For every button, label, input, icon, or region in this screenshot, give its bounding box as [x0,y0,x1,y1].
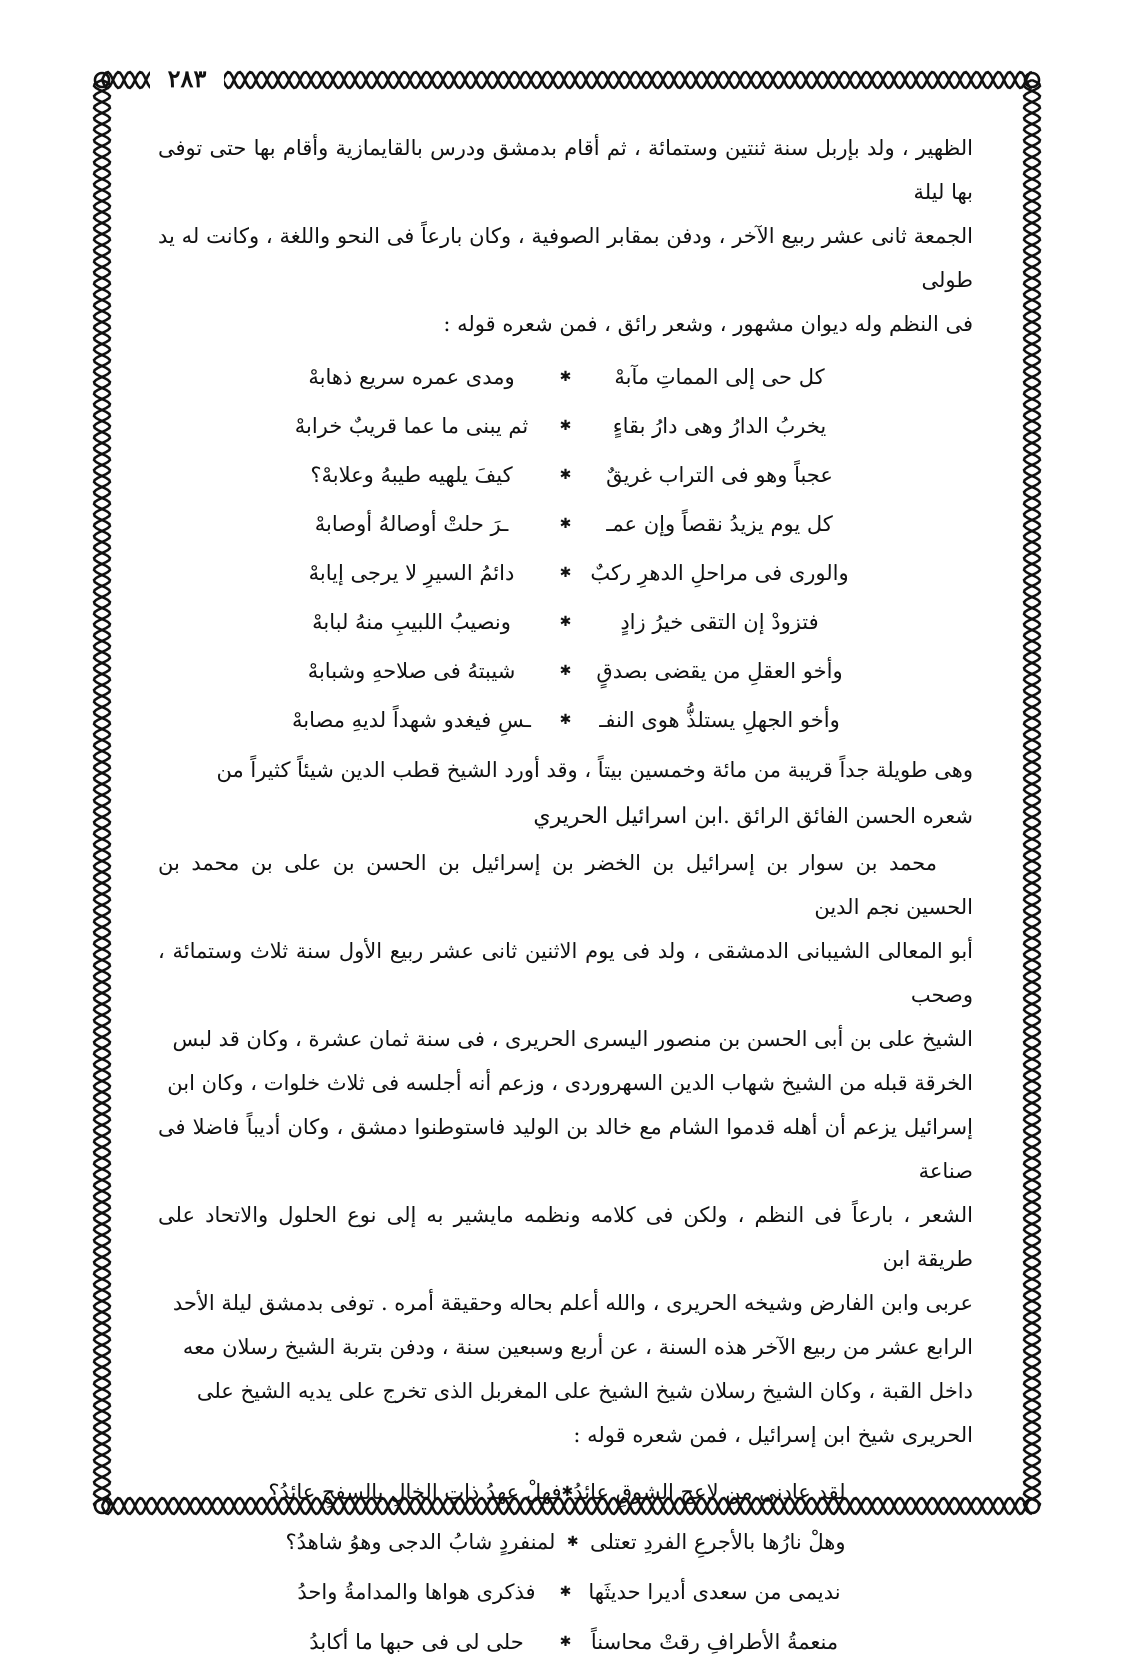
verse-second-half: فهلْ عهدُ ذاتِ الخالِ بالسفحِ عائدُ؟ [268,1480,562,1504]
page-body [158,126,973,1667]
verse-second-half: فذكرى هواها والمدامةُ واحدُ [297,1580,536,1604]
verse [286,1517,846,1567]
verse-second-half: ـرَ حلتْ أوصالهُ أوصابهْ [314,511,509,536]
verse [276,499,856,548]
verse-first-half: لقد عادنى من لاعج الشوقِ عائدُ [573,1480,846,1504]
verse-first-half: يخربُ الدارُ وهى دارُ بقاءٍ [612,413,827,438]
text-line: إسرائيل يزعم أن أهله قدموا الشام مع خالد بن الوليد فاستوطنوا دمشق ، وكان أديباً فاضلا فى صناعة [158,1115,973,1183]
verse-second-half: لمنفردٍ شابُ الدجى وهوُ شاهدُ؟ [285,1530,556,1554]
verse-first-half: وهلْ نارُها بالأجرعِ الفردِ تعتلى [589,1530,846,1554]
intro-paragraph [158,126,973,346]
biography-title: ابن اسرائيل الحريري [533,804,724,829]
verse-separator-star-icon: ✱ [559,564,572,581]
verse-first-half: والورى فى مراحلِ الدهرِ ركبٌ [590,560,849,585]
text-line: الرابع عشر من ربيع الآخر هذه السنة ، عن أربع وسبعين سنة ، ودفن بتربة الشيخ رسلان معه [182,1335,973,1359]
verse-separator-star-icon: ✱ [566,1534,579,1550]
verse-first-half: كل يوم يزيدُ نقصاً وإن عمـ [606,511,833,536]
section-heading-line [158,792,973,841]
verse [276,695,856,744]
verse-second-half: ـسِ فيغدو شهداً لديهِ مصابهْ [292,707,531,732]
text-line: الحريرى شيخ ابن إسرائيل ، فمن شعره قوله : [573,1423,973,1447]
text-line: الظهير ، ولد بإربل سنة ثنتين وستمائة ، ثم أقام بدمشق ودرس بالقايمازية وأقام بها حتى توفى بها ليلة [158,136,973,204]
verse-separator-star-icon: ✱ [559,662,572,679]
verse-separator-star-icon: ✱ [559,515,572,532]
verse-separator-star-icon: ✱ [559,1584,572,1600]
poem-second [268,1467,846,1667]
verse-first-half: كل حى إلى المماتِ مآبهْ [614,364,825,389]
biography-paragraph [158,841,973,1457]
verse-separator-star-icon: ✱ [559,368,572,385]
verse [276,352,856,401]
text-line: داخل القبة ، وكان الشيخ رسلان شيخ الشيخ على المغربل الذى تخرج على يديه الشيخ على [196,1379,973,1403]
verse [276,548,856,597]
verse [276,450,856,499]
page-number: ٢٨٣ [150,64,224,94]
verse-separator-star-icon: ✱ [559,613,572,630]
verse-first-half: عجباً وهو فى التراب غريقٌ [606,462,833,487]
verse-separator-star-icon: ✱ [559,711,572,728]
verse [286,1567,846,1617]
text-line: الشعر ، بارعاً فى النظم ، ولكن فى كلامه ونظمه مايشير به إلى نوع الحلول والاتحاد على طريقة ابن [158,1203,973,1271]
text-line: عربى وابن الفارض وشيخه الحريرى ، والله أعلم بحاله وحقيقة أمره . توفى بدمشق ليلة الأحد [172,1291,973,1315]
verse-second-half: ومدى عمره سريع ذهابهْ [308,364,515,389]
verse-second-half: شيبتهُ فى صلاحهِ وشبابهْ [307,658,516,683]
verse-separator-star-icon: ✱ [561,1484,574,1500]
verse [268,1467,846,1517]
text-line: الجمعة ثانى عشر ربيع الآخر ، ودفن بمقابر الصوفية ، وكان بارعاً فى النحو واللغة ، وكانت له يد طولى [158,224,973,292]
verse-separator-star-icon: ✱ [559,417,572,434]
verse-first-half: وأخو الجهلِ يستلذُّ هوى النفـ [599,707,840,732]
verse-separator-star-icon: ✱ [559,1634,572,1650]
verse [276,401,856,450]
verse-second-half: دائمُ السيرِ لا يرجى إيابهْ [308,560,515,585]
verse-second-half: ونصيبُ اللبيبِ منهُ لبابهْ [312,609,511,634]
verse-separator-star-icon: ✱ [559,466,572,483]
verse-first-half: وأخو العقلِ من يقضى بصدقٍ [596,658,843,683]
verse-first-half: منعمةُ الأطرافِ رقتْ محاسناً [590,1630,839,1654]
text-line: الشيخ على بن أبى الحسن بن منصور اليسرى الحريرى ، فى سنة ثمان عشرة ، وكان قد لبس [172,1027,973,1051]
text-line: شعره الحسن الفائق الرائق . [723,804,973,828]
verse-first-half: فتزودْ إن التقى خيرُ زادٍ [620,609,819,634]
verse-second-half: حلى لى فى حبها ما أكابدُ [309,1630,524,1654]
poem-first [276,352,856,744]
verse [276,597,856,646]
verse [286,1617,846,1667]
verse-first-half: نديمى من سعدى أديرا حديثَها [588,1580,841,1604]
text-line: فى النظم وله ديوان مشهور ، وشعر رائق ، فمن شعره قوله : [443,312,973,336]
verse-second-half: كيفَ يلهيه طيبهُ وعلابهْ؟ [310,462,513,487]
text-line: وهى طويلة جداً قريبة من مائة وخمسين بيتاً ، وقد أورد الشيخ قطب الدين شيئاً كثيراً من [216,758,973,782]
verse [276,646,856,695]
text-line: الخرقة قبله من الشيخ شهاب الدين السهروردى ، وزعم أنه أجلسه فى ثلاث خلوات ، وكان ابن [167,1071,973,1095]
text-line: محمد بن سوار بن إسرائيل بن الخضر بن إسرائيل بن الحسن بن على بن محمد بن الحسين نجم الدين [158,851,973,919]
verse-second-half: ثم يبنى ما عما قريبٌ خرابهْ [294,413,529,438]
text-line: أبو المعالى الشيبانى الدمشقى ، ولد فى يوم الاثنين ثانى عشر ربيع الأول سنة ثلاث وستمائة ، وصحب [158,939,973,1007]
